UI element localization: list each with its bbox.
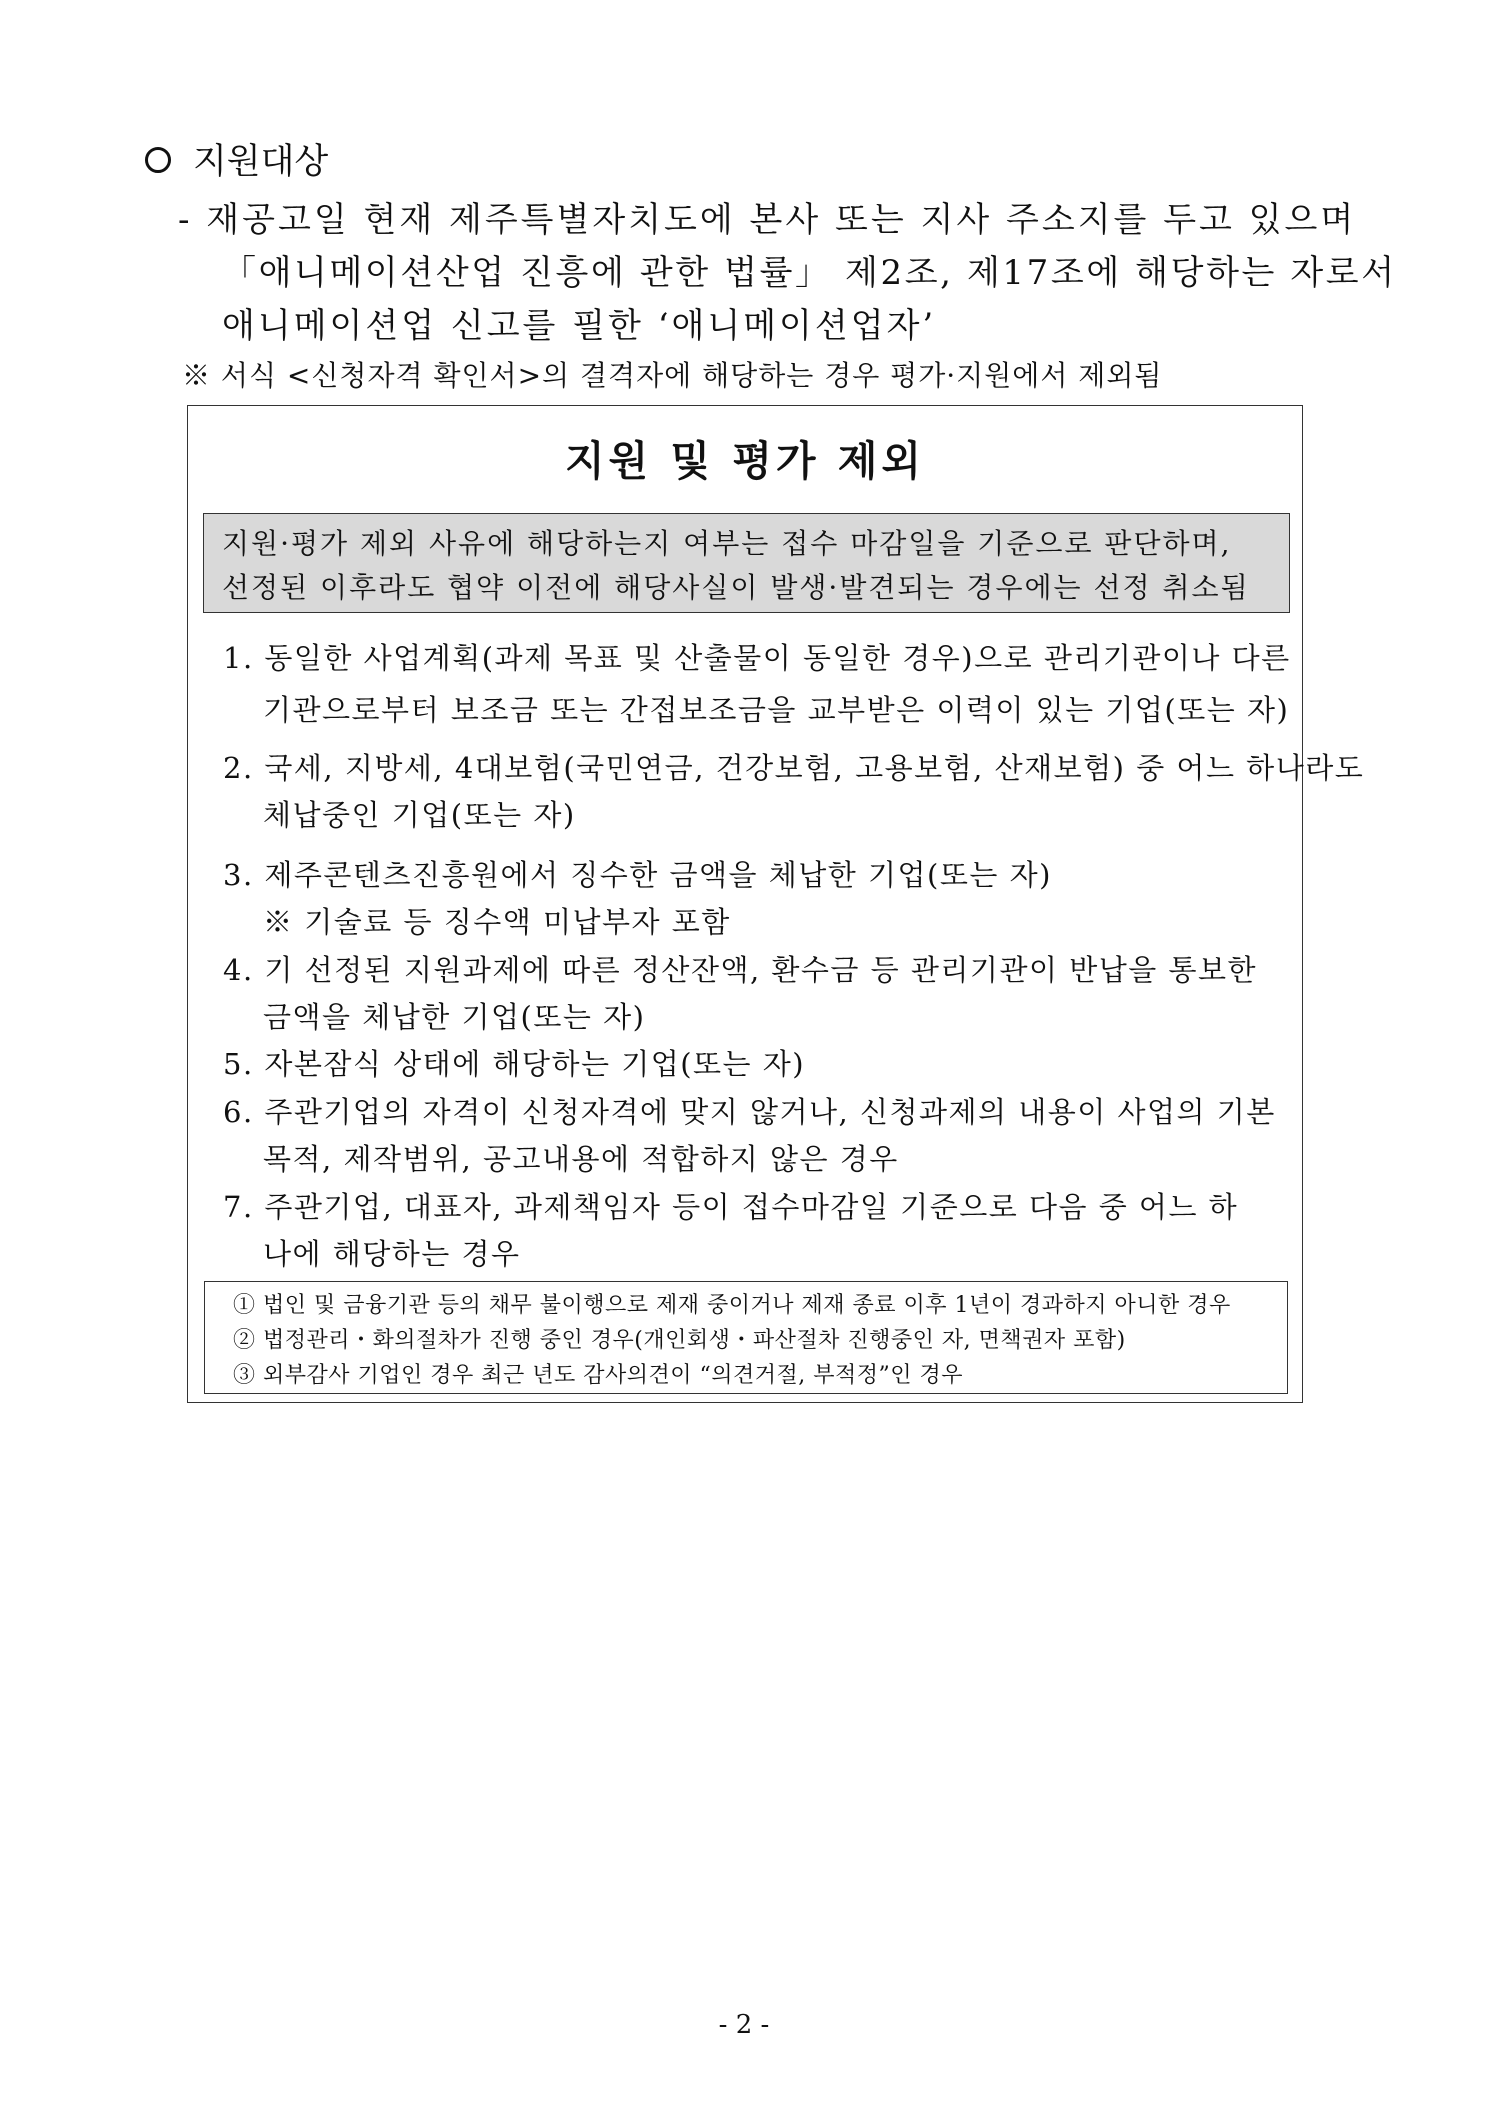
exclusion-item-2-line-2: 체납중인 기업(또는 자) [263, 798, 576, 832]
highlight-line-2: 선정된 이후라도 협약 이전에 해당사실이 발생·발견되는 경우에는 선정 취소됨 [222, 571, 1250, 604]
exclusion-item-2-line-1: 2. 국세, 지방세, 4대보험(국민연금, 건강보험, 고용보험, 산재보험) 중 어느 하나라도 [223, 751, 1365, 785]
exclusion-item-1-line-1: 1. 동일한 사업계획(과제 목표 및 산출물이 동일한 경우)으로 관리기관이나 다른 [223, 641, 1291, 675]
section-note: ※ 서식 <신청자격 확인서>의 결격자에 해당하는 경우 평가·지원에서 제외됨 [182, 359, 1163, 392]
exclusion-item-6-line-2: 목적, 제작범위, 공고내용에 적합하지 않은 경우 [263, 1142, 899, 1176]
exclusion-item-5: 5. 자본잠식 상태에 해당하는 기업(또는 자) [223, 1047, 806, 1081]
exclusion-item-7-line-2: 나에 해당하는 경우 [263, 1237, 521, 1271]
exclusion-item-4-line-2: 금액을 체납한 기업(또는 자) [263, 1000, 646, 1034]
circle-bullet-icon [145, 147, 171, 173]
target-line-2: 「애니메이션산업 진흥에 관한 법률」 제2조, 제17조에 해당하는 자로서 [222, 253, 1397, 293]
section-title: 지원대상 [193, 142, 329, 182]
exclusion-criteria-highlight [203, 513, 1290, 613]
highlight-line-1: 지원·평가 제외 사유에 해당하는지 여부는 접수 마감일을 기준으로 판단하며, [222, 527, 1232, 560]
sub-item-1: ① 법인 및 금융기관 등의 채무 불이행으로 제재 중이거나 제재 종료 이후 1년이 경과하지 아니한 경우 [233, 1293, 1231, 1318]
item-7-sub-box [204, 1281, 1288, 1394]
exclusion-box-title: 지원 및 평가 제외 [564, 437, 926, 485]
page-number: - 2 - [718, 2010, 770, 2040]
exclusion-item-4-line-1: 4. 기 선정된 지원과제에 따른 정산잔액, 환수금 등 관리기관이 반납을 통보한 [223, 953, 1257, 987]
sub-item-2: ② 법정관리・화의절차가 진행 중인 경우(개인회생・파산절차 진행중인 자, 면책권자 포함) [233, 1328, 1126, 1353]
target-line-1: - 재공고일 현재 제주특별자치도에 본사 또는 지사 주소지를 두고 있으며 [178, 200, 1357, 240]
target-line-3: 애니메이션업 신고를 필한 ‘애니메이션업자’ [222, 306, 937, 346]
exclusion-item-7-line-1: 7. 주관기업, 대표자, 과제책임자 등이 접수마감일 기준으로 다음 중 어느 하 [223, 1190, 1239, 1224]
sub-item-3: ③ 외부감사 기업인 경우 최근 년도 감사의견이 “의견거절, 부적정”인 경우 [233, 1363, 963, 1388]
exclusion-item-1-line-2: 기관으로부터 보조금 또는 간접보조금을 교부받은 이력이 있는 기업(또는 자) [263, 693, 1290, 727]
exclusion-item-6-line-1: 6. 주관기업의 자격이 신청자격에 맞지 않거나, 신청과제의 내용이 사업의 기본 [223, 1095, 1276, 1129]
section-heading [145, 134, 328, 184]
exclusion-box [187, 405, 1365, 1403]
exclusion-item-3-line-1: 3. 제주콘텐츠진흥원에서 징수한 금액을 체납한 기업(또는 자) [223, 858, 1052, 892]
exclusion-item-3-note: ※ 기술료 등 징수액 미납부자 포함 [263, 905, 731, 939]
